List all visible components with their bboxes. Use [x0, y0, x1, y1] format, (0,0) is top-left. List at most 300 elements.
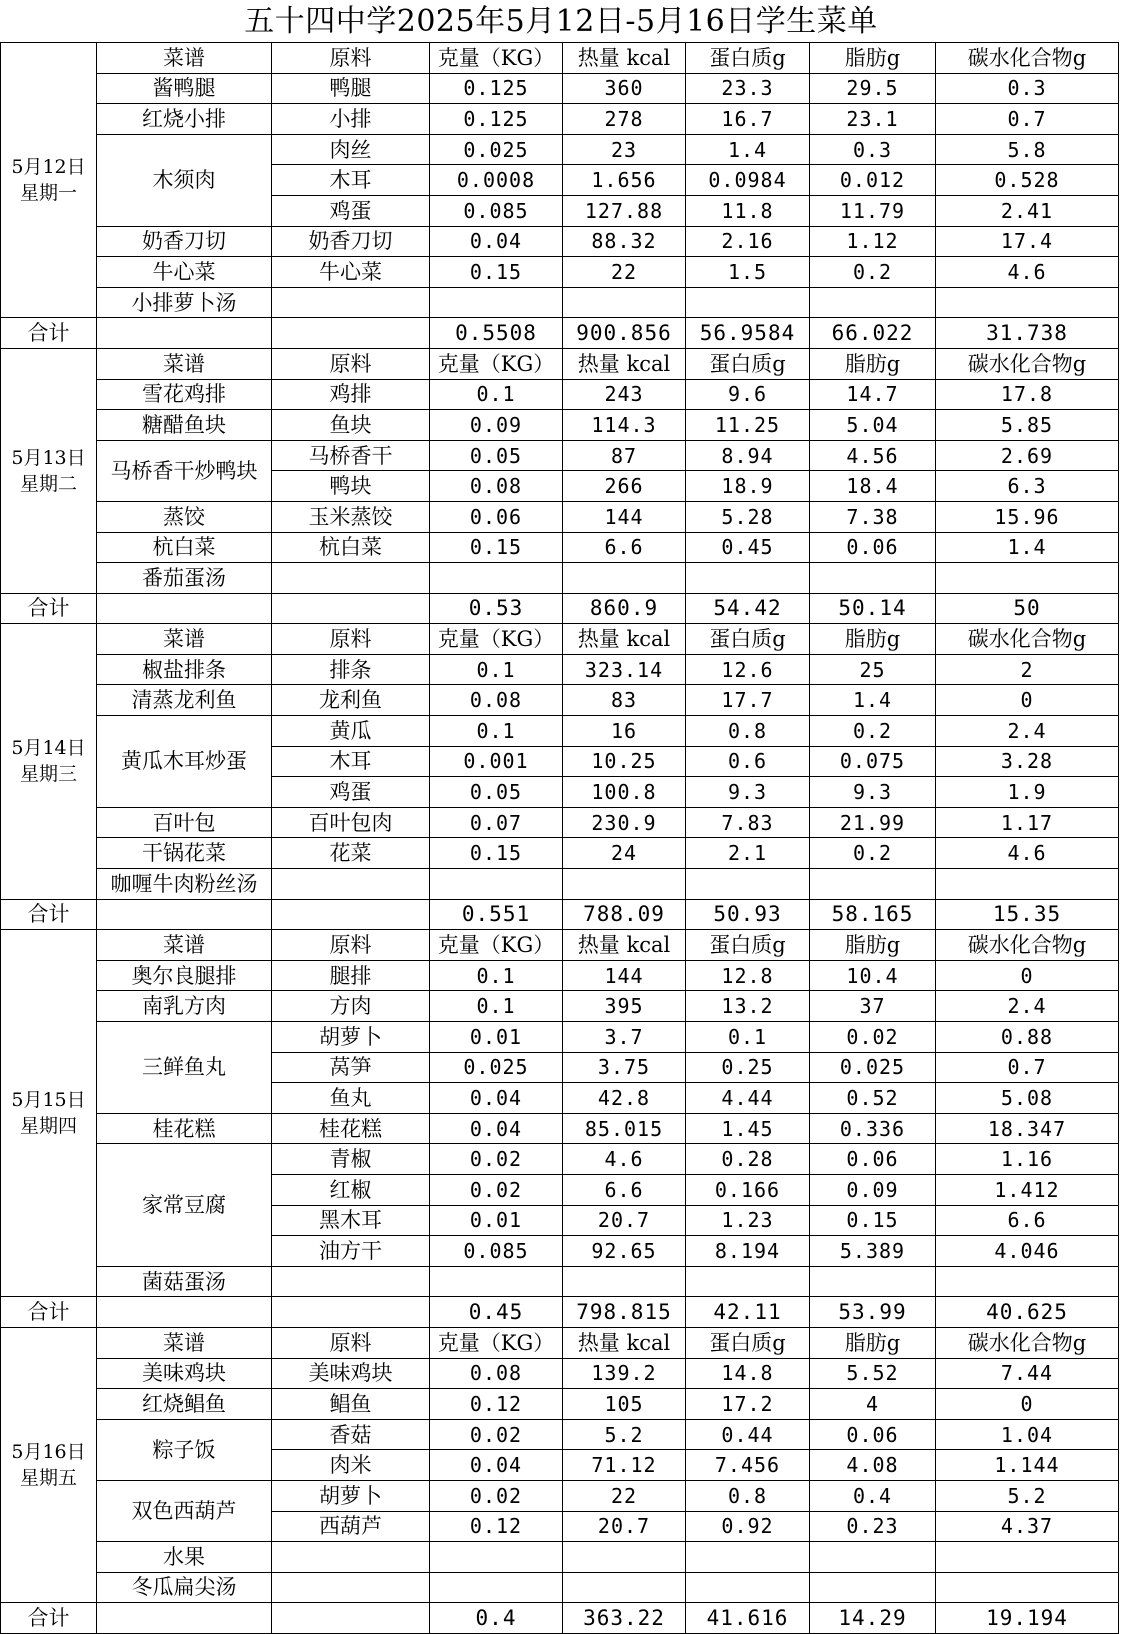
carbohydrate-g: 0.88: [936, 1022, 1119, 1053]
total-ingredient-blank: [272, 899, 430, 930]
protein-g: 0.25: [686, 1052, 810, 1083]
dish-name: 冬瓜扁尖汤: [97, 1572, 272, 1603]
fat-g: 0.4: [810, 1480, 936, 1511]
day-weekday: 星期五: [19, 1467, 77, 1490]
calories-kcal: 16: [563, 716, 686, 747]
ingredient-name: [272, 1266, 430, 1297]
protein-g: 17.7: [686, 685, 810, 716]
total-weight-kg: 0.45: [430, 1297, 563, 1328]
carbohydrate-g: 15.96: [936, 501, 1119, 532]
calories-kcal: 42.8: [563, 1083, 686, 1114]
weight-kg: 0.12: [430, 1389, 563, 1420]
table-row: [1, 134, 1119, 165]
table-row: [1, 73, 1119, 104]
weight-kg: 0.04: [430, 1113, 563, 1144]
fat-g: [810, 287, 936, 318]
total-label: 合计: [1, 1603, 97, 1634]
day-header-row: [1, 930, 1119, 961]
protein-g: 0.92: [686, 1511, 810, 1542]
protein-g: [686, 869, 810, 900]
carbohydrate-g: [936, 1572, 1119, 1603]
ingredient-name: 美味鸡块: [272, 1358, 430, 1389]
header-ingredient: 原料: [272, 348, 430, 379]
calories-kcal: 395: [563, 991, 686, 1022]
protein-g: 0.6: [686, 746, 810, 777]
dish-name: 菌菇蛋汤: [97, 1266, 272, 1297]
day-date: 5月15日: [11, 1089, 86, 1112]
carbohydrate-g: 2: [936, 654, 1119, 685]
calories-kcal: [563, 287, 686, 318]
calories-kcal: 100.8: [563, 777, 686, 808]
table-row: [1, 257, 1119, 288]
header-protein: 蛋白质g: [686, 624, 810, 655]
table-row: [1, 654, 1119, 685]
table-row: [1, 501, 1119, 532]
ingredient-name: 木耳: [272, 165, 430, 196]
carbohydrate-g: 5.08: [936, 1083, 1119, 1114]
dish-name: 奶香刀切: [97, 226, 272, 257]
table-row: [1, 1266, 1119, 1297]
weight-kg: 0.001: [430, 746, 563, 777]
table-row: [1, 104, 1119, 135]
ingredient-name: 鱼块: [272, 410, 430, 441]
header-ingredient: 原料: [272, 930, 430, 961]
weight-kg: 0.02: [430, 1174, 563, 1205]
fat-g: 0.336: [810, 1113, 936, 1144]
calories-kcal: 92.65: [563, 1236, 686, 1267]
total-label: 合计: [1, 318, 97, 349]
ingredient-name: 红椒: [272, 1174, 430, 1205]
header-weight-kg: 克量（KG）: [430, 1327, 563, 1358]
header-weight-kg: 克量（KG）: [430, 43, 563, 74]
weight-kg: 0.06: [430, 501, 563, 532]
header-fat: 脂肪g: [810, 930, 936, 961]
carbohydrate-g: 0: [936, 960, 1119, 991]
total-weight-kg: 0.5508: [430, 318, 563, 349]
weight-kg: 0.04: [430, 1450, 563, 1481]
total-fat-g: 66.022: [810, 318, 936, 349]
carbohydrate-g: 4.6: [936, 257, 1119, 288]
table-row: [1, 838, 1119, 869]
weight-kg: 0.09: [430, 410, 563, 441]
protein-g: 2.16: [686, 226, 810, 257]
table-row: [1, 1113, 1119, 1144]
calories-kcal: 20.7: [563, 1511, 686, 1542]
day-weekday: 星期一: [19, 182, 77, 205]
total-ingredient-blank: [272, 1297, 430, 1328]
carbohydrate-g: [936, 869, 1119, 900]
carbohydrate-g: [936, 287, 1119, 318]
ingredient-name: 木耳: [272, 746, 430, 777]
header-calories: 热量 kcal: [563, 1327, 686, 1358]
calories-kcal: 114.3: [563, 410, 686, 441]
calories-kcal: 23: [563, 134, 686, 165]
fat-g: 18.4: [810, 471, 936, 502]
calories-kcal: 5.2: [563, 1419, 686, 1450]
carbohydrate-g: 2.41: [936, 195, 1119, 226]
header-dish: 菜谱: [97, 43, 272, 74]
fat-g: 29.5: [810, 73, 936, 104]
protein-g: [686, 1266, 810, 1297]
fat-g: 5.389: [810, 1236, 936, 1267]
fat-g: 4.56: [810, 440, 936, 471]
fat-g: 25: [810, 654, 936, 685]
weight-kg: 0.0008: [430, 165, 563, 196]
carbohydrate-g: 18.347: [936, 1113, 1119, 1144]
total-calories-kcal: 363.22: [563, 1603, 686, 1634]
protein-g: 0.8: [686, 1480, 810, 1511]
day-date: 5月14日: [11, 737, 86, 760]
header-calories: 热量 kcal: [563, 930, 686, 961]
protein-g: 17.2: [686, 1389, 810, 1420]
weight-kg: 0.125: [430, 104, 563, 135]
header-protein: 蛋白质g: [686, 348, 810, 379]
fat-g: 0.52: [810, 1083, 936, 1114]
carbohydrate-g: 4.37: [936, 1511, 1119, 1542]
ingredient-name: [272, 1572, 430, 1603]
carbohydrate-g: 1.16: [936, 1144, 1119, 1175]
table-row: [1, 1358, 1119, 1389]
protein-g: 16.7: [686, 104, 810, 135]
table-row: [1, 1542, 1119, 1573]
ingredient-name: 花菜: [272, 838, 430, 869]
total-protein-g: 42.11: [686, 1297, 810, 1328]
dish-name: 家常豆腐: [97, 1144, 272, 1266]
calories-kcal: 230.9: [563, 807, 686, 838]
dish-name: 酱鸭腿: [97, 73, 272, 104]
calories-kcal: 88.32: [563, 226, 686, 257]
day-label: [1, 930, 97, 1297]
day-date: 5月12日: [11, 156, 86, 179]
carbohydrate-g: 6.3: [936, 471, 1119, 502]
fat-g: 0.06: [810, 532, 936, 563]
weight-kg: 0.1: [430, 716, 563, 747]
protein-g: 9.3: [686, 777, 810, 808]
menu-body: [1, 43, 1119, 1634]
weight-kg: 0.15: [430, 532, 563, 563]
header-fat: 脂肪g: [810, 1327, 936, 1358]
carbohydrate-g: 0: [936, 685, 1119, 716]
weight-kg: 0.1: [430, 960, 563, 991]
total-dish-blank: [97, 318, 272, 349]
ingredient-name: 马桥香干: [272, 440, 430, 471]
weight-kg: 0.05: [430, 777, 563, 808]
total-protein-g: 50.93: [686, 899, 810, 930]
total-calories-kcal: 860.9: [563, 593, 686, 624]
fat-g: 9.3: [810, 777, 936, 808]
fat-g: 5.04: [810, 410, 936, 441]
protein-g: [686, 287, 810, 318]
calories-kcal: 6.6: [563, 1174, 686, 1205]
ingredient-name: 小排: [272, 104, 430, 135]
ingredient-name: 百叶包肉: [272, 807, 430, 838]
protein-g: 8.94: [686, 440, 810, 471]
day-total-row: [1, 318, 1119, 349]
carbohydrate-g: [936, 563, 1119, 594]
carbohydrate-g: 17.8: [936, 379, 1119, 410]
total-ingredient-blank: [272, 318, 430, 349]
total-protein-g: 54.42: [686, 593, 810, 624]
ingredient-name: [272, 869, 430, 900]
total-dish-blank: [97, 1297, 272, 1328]
carbohydrate-g: [936, 1542, 1119, 1573]
ingredient-name: 鸡排: [272, 379, 430, 410]
fat-g: 37: [810, 991, 936, 1022]
fat-g: 0.06: [810, 1144, 936, 1175]
header-carbohydrate: 碳水化合物g: [936, 348, 1119, 379]
table-row: [1, 716, 1119, 747]
protein-g: 9.6: [686, 379, 810, 410]
menu-table: [0, 42, 1119, 1634]
table-row: [1, 563, 1119, 594]
day-weekday: 星期三: [19, 763, 77, 786]
calories-kcal: 87: [563, 440, 686, 471]
carbohydrate-g: 5.2: [936, 1480, 1119, 1511]
total-dish-blank: [97, 593, 272, 624]
calories-kcal: 6.6: [563, 532, 686, 563]
fat-g: 0.3: [810, 134, 936, 165]
calories-kcal: 105: [563, 1389, 686, 1420]
calories-kcal: [563, 1266, 686, 1297]
ingredient-name: 腿排: [272, 960, 430, 991]
dish-name: 桂花糕: [97, 1113, 272, 1144]
carbohydrate-g: 5.85: [936, 410, 1119, 441]
ingredient-name: 鸡蛋: [272, 195, 430, 226]
dish-name: 美味鸡块: [97, 1358, 272, 1389]
header-calories: 热量 kcal: [563, 43, 686, 74]
weight-kg: 0.01: [430, 1022, 563, 1053]
fat-g: [810, 869, 936, 900]
protein-g: 18.9: [686, 471, 810, 502]
table-row: [1, 991, 1119, 1022]
fat-g: 0.15: [810, 1205, 936, 1236]
header-protein: 蛋白质g: [686, 930, 810, 961]
ingredient-name: 黄瓜: [272, 716, 430, 747]
calories-kcal: 278: [563, 104, 686, 135]
total-fat-g: 50.14: [810, 593, 936, 624]
dish-name: 双色西葫芦: [97, 1480, 272, 1541]
carbohydrate-g: 0.528: [936, 165, 1119, 196]
carbohydrate-g: [936, 1266, 1119, 1297]
ingredient-name: 桂花糕: [272, 1113, 430, 1144]
calories-kcal: [563, 1542, 686, 1573]
weight-kg: 0.08: [430, 471, 563, 502]
carbohydrate-g: 2.4: [936, 991, 1119, 1022]
dish-name: 清蒸龙利鱼: [97, 685, 272, 716]
carbohydrate-g: 1.04: [936, 1419, 1119, 1450]
carbohydrate-g: 1.4: [936, 532, 1119, 563]
protein-g: 2.1: [686, 838, 810, 869]
weight-kg: 0.15: [430, 838, 563, 869]
weight-kg: 0.15: [430, 257, 563, 288]
total-carbohydrate-g: 50: [936, 593, 1119, 624]
fat-g: 4.08: [810, 1450, 936, 1481]
carbohydrate-g: 4.046: [936, 1236, 1119, 1267]
weight-kg: 0.1: [430, 991, 563, 1022]
weight-kg: [430, 563, 563, 594]
day-weekday: 星期四: [19, 1115, 77, 1138]
calories-kcal: 139.2: [563, 1358, 686, 1389]
total-protein-g: 41.616: [686, 1603, 810, 1634]
fat-g: 0.075: [810, 746, 936, 777]
ingredient-name: 龙利鱼: [272, 685, 430, 716]
table-row: [1, 379, 1119, 410]
weight-kg: 0.085: [430, 195, 563, 226]
calories-kcal: 266: [563, 471, 686, 502]
header-weight-kg: 克量（KG）: [430, 930, 563, 961]
total-label: 合计: [1, 1297, 97, 1328]
day-date: 5月13日: [11, 446, 86, 469]
protein-g: 0.8: [686, 716, 810, 747]
ingredient-name: [272, 563, 430, 594]
fat-g: 1.4: [810, 685, 936, 716]
protein-g: 0.1: [686, 1022, 810, 1053]
day-label: [1, 43, 97, 318]
ingredient-name: 青椒: [272, 1144, 430, 1175]
table-row: [1, 532, 1119, 563]
fat-g: 1.12: [810, 226, 936, 257]
weight-kg: [430, 869, 563, 900]
calories-kcal: 127.88: [563, 195, 686, 226]
ingredient-name: 肉丝: [272, 134, 430, 165]
weight-kg: 0.02: [430, 1419, 563, 1450]
day-label: [1, 624, 97, 899]
header-weight-kg: 克量（KG）: [430, 348, 563, 379]
total-fat-g: 53.99: [810, 1297, 936, 1328]
dish-name: 木须肉: [97, 134, 272, 226]
fat-g: 0.02: [810, 1022, 936, 1053]
protein-g: 5.28: [686, 501, 810, 532]
calories-kcal: 3.75: [563, 1052, 686, 1083]
total-carbohydrate-g: 15.35: [936, 899, 1119, 930]
weight-kg: [430, 1542, 563, 1573]
ingredient-name: 牛心菜: [272, 257, 430, 288]
day-total-row: [1, 593, 1119, 624]
dish-name: 雪花鸡排: [97, 379, 272, 410]
weight-kg: 0.025: [430, 134, 563, 165]
calories-kcal: 323.14: [563, 654, 686, 685]
weight-kg: 0.1: [430, 379, 563, 410]
ingredient-name: 西葫芦: [272, 1511, 430, 1542]
calories-kcal: 85.015: [563, 1113, 686, 1144]
dish-name: 番茄蛋汤: [97, 563, 272, 594]
day-date: 5月16日: [11, 1441, 86, 1464]
fat-g: 0.012: [810, 165, 936, 196]
calories-kcal: [563, 869, 686, 900]
total-dish-blank: [97, 899, 272, 930]
fat-g: 23.1: [810, 104, 936, 135]
ingredient-name: 方肉: [272, 991, 430, 1022]
total-fat-g: 14.29: [810, 1603, 936, 1634]
calories-kcal: 20.7: [563, 1205, 686, 1236]
protein-g: 1.4: [686, 134, 810, 165]
total-weight-kg: 0.551: [430, 899, 563, 930]
fat-g: 10.4: [810, 960, 936, 991]
dish-name: 糖醋鱼块: [97, 410, 272, 441]
total-calories-kcal: 788.09: [563, 899, 686, 930]
carbohydrate-g: 0.3: [936, 73, 1119, 104]
ingredient-name: 油方干: [272, 1236, 430, 1267]
total-ingredient-blank: [272, 593, 430, 624]
carbohydrate-g: 2.4: [936, 716, 1119, 747]
day-total-row: [1, 1297, 1119, 1328]
header-protein: 蛋白质g: [686, 1327, 810, 1358]
header-ingredient: 原料: [272, 624, 430, 655]
ingredient-name: 杭白菜: [272, 532, 430, 563]
weight-kg: 0.08: [430, 1358, 563, 1389]
protein-g: 7.83: [686, 807, 810, 838]
weight-kg: [430, 1572, 563, 1603]
header-dish: 菜谱: [97, 1327, 272, 1358]
dish-name: 红烧小排: [97, 104, 272, 135]
protein-g: 1.23: [686, 1205, 810, 1236]
carbohydrate-g: 17.4: [936, 226, 1119, 257]
table-row: [1, 226, 1119, 257]
table-row: [1, 1480, 1119, 1511]
page-title: 五十四中学2025年5月12日-5月16日学生菜单: [244, 4, 878, 39]
ingredient-name: 鲳鱼: [272, 1389, 430, 1420]
carbohydrate-g: 0.7: [936, 1052, 1119, 1083]
carbohydrate-g: 1.144: [936, 1450, 1119, 1481]
dish-name: 奥尔良腿排: [97, 960, 272, 991]
calories-kcal: 243: [563, 379, 686, 410]
calories-kcal: 1.656: [563, 165, 686, 196]
fat-g: 0.2: [810, 838, 936, 869]
header-dish: 菜谱: [97, 930, 272, 961]
day-header-row: [1, 624, 1119, 655]
header-fat: 脂肪g: [810, 624, 936, 655]
weight-kg: 0.07: [430, 807, 563, 838]
ingredient-name: 奶香刀切: [272, 226, 430, 257]
calories-kcal: 144: [563, 960, 686, 991]
day-label: [1, 1327, 97, 1602]
total-fat-g: 58.165: [810, 899, 936, 930]
protein-g: 11.25: [686, 410, 810, 441]
table-row: [1, 869, 1119, 900]
dish-name: 杭白菜: [97, 532, 272, 563]
dish-name: 红烧鲳鱼: [97, 1389, 272, 1420]
day-header-row: [1, 348, 1119, 379]
header-fat: 脂肪g: [810, 43, 936, 74]
protein-g: 0.44: [686, 1419, 810, 1450]
carbohydrate-g: 3.28: [936, 746, 1119, 777]
fat-g: 0.06: [810, 1419, 936, 1450]
fat-g: 0.09: [810, 1174, 936, 1205]
ingredient-name: 胡萝卜: [272, 1022, 430, 1053]
total-ingredient-blank: [272, 1603, 430, 1634]
protein-g: 4.44: [686, 1083, 810, 1114]
ingredient-name: 排条: [272, 654, 430, 685]
day-total-row: [1, 1603, 1119, 1634]
dish-name: 黄瓜木耳炒蛋: [97, 716, 272, 808]
table-row: [1, 685, 1119, 716]
header-dish: 菜谱: [97, 348, 272, 379]
carbohydrate-g: 0: [936, 1389, 1119, 1420]
weight-kg: 0.08: [430, 685, 563, 716]
weight-kg: 0.125: [430, 73, 563, 104]
weight-kg: 0.085: [430, 1236, 563, 1267]
table-row: [1, 440, 1119, 471]
fat-g: 0.23: [810, 1511, 936, 1542]
calories-kcal: 3.7: [563, 1022, 686, 1053]
protein-g: 14.8: [686, 1358, 810, 1389]
table-row: [1, 410, 1119, 441]
protein-g: 1.45: [686, 1113, 810, 1144]
total-label: 合计: [1, 593, 97, 624]
fat-g: [810, 563, 936, 594]
weight-kg: 0.02: [430, 1144, 563, 1175]
ingredient-name: 胡萝卜: [272, 1480, 430, 1511]
